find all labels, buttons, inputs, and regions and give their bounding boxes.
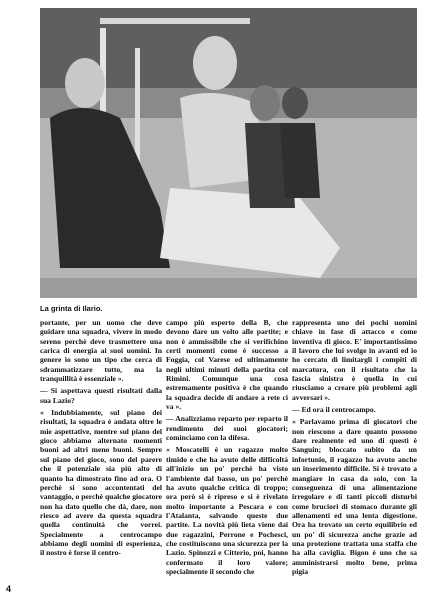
- page-number: 4: [6, 584, 12, 594]
- paragraph: campo più esperto della B, che devono dare un volto alle partite; e non è ammissibile che si verifichino certi momenti come è successo a Foggia, col Varese ed ultimamente negli ultimi minuti della partita col Rimini. Comunque una cosa estremamente positiva è che quando la squadra decide di andare a rete ci va ».: [166, 318, 288, 412]
- photo-image: [40, 8, 417, 298]
- paragraph: rappresenta uno dei pochi uomini chiave in fase di attacco e come inventiva di gioco. E' importantissimo il lavoro che lui svolge in avanti ed io ho cercato di limitargli i compiti di marcatura, con il risultato che la fascia sinistra è quella in cui riusciamo a creare più problemi agli avversari ».: [292, 318, 417, 402]
- paragraph: — Ed ora il centrocampo.: [292, 405, 376, 415]
- column-right: [292, 318, 417, 593]
- column-middle: [166, 318, 288, 593]
- paragraph: — Analizziamo reparto per reparto il rendimento dei suoi giocatori; cominciamo con la difesa.: [166, 414, 288, 443]
- paragraph: « Parlavamo prima di giocatori che non riescono a dare quanto possono dare realmente ed uno di questi è Sanguin; bloccato subito da un infortunio, il ragazzo ha avuto anche un inserimento difficile. Si è trovato a mangiare in casa da solo, con la conseguenza di una alimentazione irregolare e di tanti piccoli disturbi come bruciori di stomaco durante gli allenamenti ed una lenta digestione. Ora ha trovato un certo equilibrio ed un po' di sicurezza anche grazie ad una protezione trattata una staffa che ha alla caviglia. Bigon è uno che sa amministrarsi molto bene, prima pigia: [292, 417, 417, 576]
- paragraph: — Si aspettava questi risultati dalla sua Lazio?: [40, 386, 162, 405]
- column-left: [40, 318, 162, 593]
- photo-caption: La grinta di Ilario.: [40, 304, 103, 313]
- photo: [40, 8, 417, 298]
- paragraph: « Indubbiamente, sul piano dei risultati, la squadra è andata oltre le mie aspettative, mentre sul piano del gioco abbiamo alternato momenti buoni ad altri meno buoni. Sempre sul piano del gioco, sono del parere che il potenziale sia più alto di quanto ha dimostrato fino ad ora. O perchè si sono accontentati del vantaggio, o perchè qualche giocatore non ha dato quello che dà, dare, non riesco ad avere da questa squadra quella continuità che vorrei. Specialmente a centrocampo abbiamo degli uomini di esperienza, il nostro è forse il centro-: [40, 408, 162, 558]
- paragraph: portante, per un uomo che deve guidare una squadra, vivere in modo sereno perchè deve trasmettere una carica di energia ai suoi uomini. In genere io sono un tipo che cerca di sdrammatizzare tutto, ma la tranquillità è essenziale ».: [40, 318, 162, 384]
- paragraph: « Moscatelli è un ragazzo molto timido e che ha avuto delle difficoltà all'inizio un po' perchè ha visto l'ambiente dal basso, un po' perchè ha avuto qualche critica di troppo; ora però si è ripreso e si è rivelato molto importante a Pescara e con l'Atalanta, salvando queste due partite. La novità più lieta viene dai due ragazzini, Perrone e Pochesci, che costituiscono una sicurezza per la Lazio. Spinozzi e Citterio, poi, hanno confermato il loro valore; specialmente il secondo che: [166, 445, 288, 576]
